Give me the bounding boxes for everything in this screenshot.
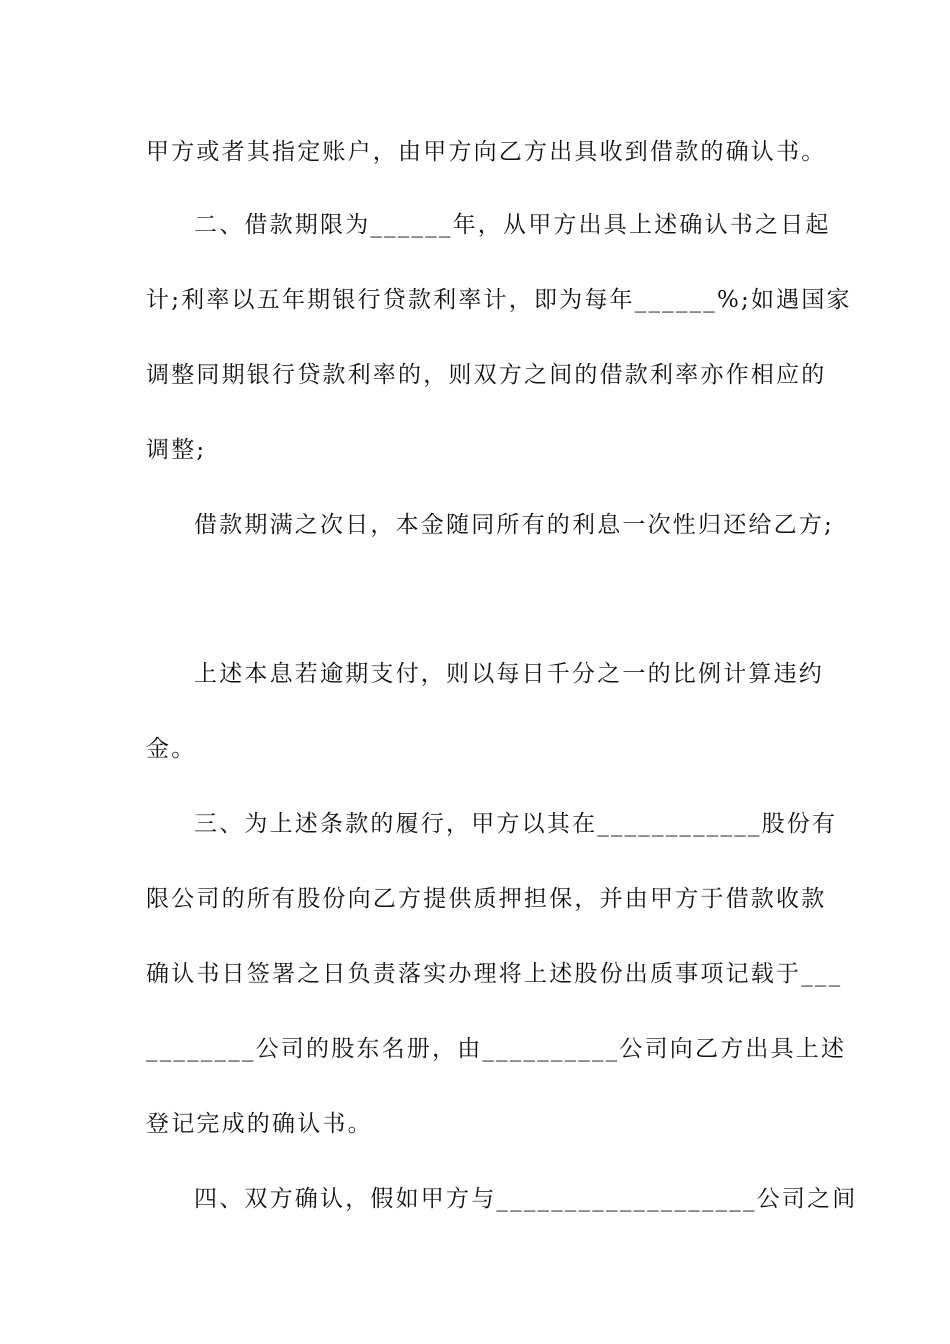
- repayment-paragraph: 借款期满之次日，本金随同所有的利息一次性归还给乙方;: [194, 512, 834, 538]
- penalty-line-2: 金。: [146, 736, 197, 762]
- penalty-line-1: 上述本息若逾期支付，则以每日千分之一的比例计算违约: [194, 661, 824, 687]
- clause-3-line-1: 三、为上述条款的履行，甲方以其在____________股份有: [194, 811, 838, 837]
- clause-3-line-4: ________公司的股东名册，由__________公司向乙方出具上述: [146, 1036, 847, 1062]
- clause-4-line-1: 四、双方确认，假如甲方与___________________公司之间: [194, 1186, 858, 1212]
- clause-3-line-5: 登记完成的确认书。: [146, 1111, 373, 1137]
- clause-2-line-4: 调整;: [146, 437, 207, 463]
- clause-2-line-1: 二、借款期限为______年，从甲方出具上述确认书之日起: [194, 212, 831, 238]
- text-line-1: 甲方或者其指定账户，由甲方向乙方出具收到借款的确认书。: [146, 139, 827, 165]
- clause-3-line-2: 限公司的所有股份向乙方提供质押担保，并由甲方于借款收款: [146, 886, 827, 912]
- clause-2-line-3: 调整同期银行贷款利率的，则双方之间的借款利率亦作相应的: [146, 362, 827, 388]
- clause-2-line-2: 计;利率以五年期银行贷款利率计，即为每年______%;如遇国家: [146, 287, 852, 313]
- clause-3-line-3: 确认书日签署之日负责落实办理将上述股份出质事项记载于___: [146, 961, 843, 987]
